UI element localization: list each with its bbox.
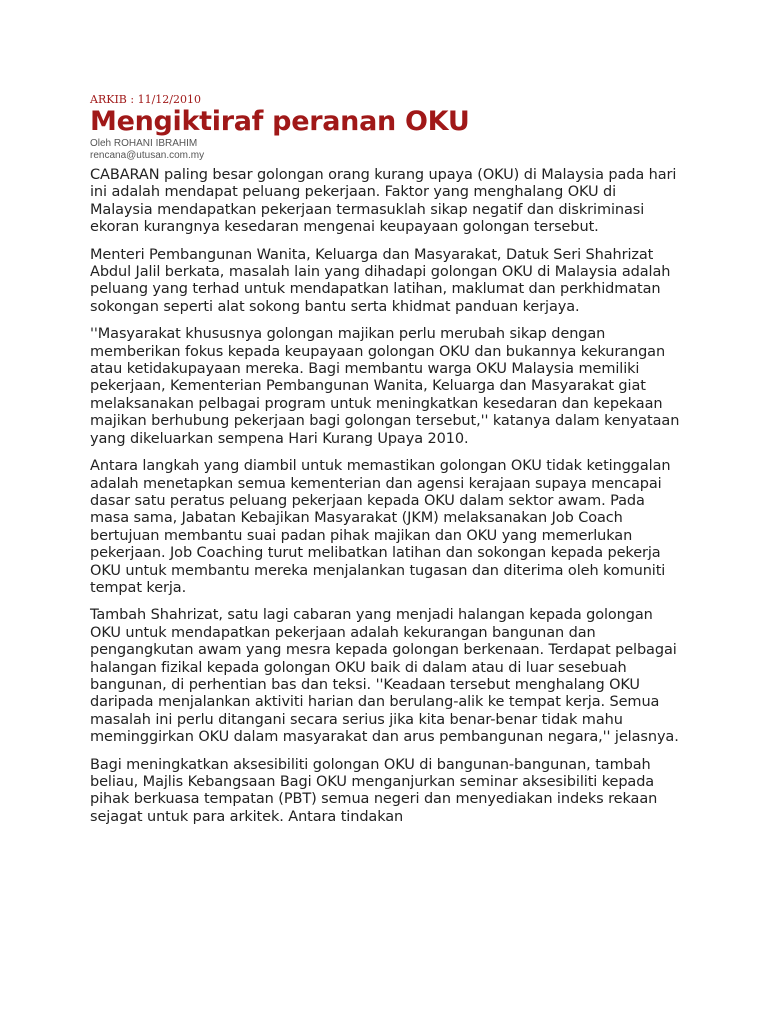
paragraph: ''Masyarakat khususnya golongan majikan perlu merubah sikap dengan memberikan fokus kepada keupayaan golongan OKU dan bukannya kekurangan atau ketidakupayaan mereka. Bagi membantu warga OKU Malaysia memiliki pekerjaan, Kementerian Pembangunan Wanita, Keluarga dan Masyarakat giat melaksanakan pelbagai program untuk meningkatkan kesedaran dan kepekaan majikan berhubung pekerjaan bagi golongan tersebut,'' katanya dalam kenyataan yang dikeluarkan sempena Hari Kurang Upaya 2010. [90,326,680,447]
paragraph: Tambah Shahrizat, satu lagi cabaran yang menjadi halangan kepada golongan OKU untuk mendapatkan pekerjaan adalah kekurangan bangunan dan pengangkutan awam yang mesra kepada golongan berkenaan. Terdapat pelbagai halangan fizikal kepada golongan OKU baik di dalam atau di luar sesebuah bangunan, di perhentian bas dan teksi. ''Keadaan tersebut menghalang OKU daripada menjalankan aktiviti harian dan berulang-alik ke tempat kerja. Semua masalah ini perlu ditangani secara serius jika kita benar-benar tidak mahu meminggirkan OKU dalam masyarakat dan arus pembangunan negara,'' jelasnya. [90,607,679,746]
author-email: rencana@utusan.com.my [90,150,205,161]
article-body [90,167,680,826]
paragraph: Bagi meningkatkan aksesibiliti golongan OKU di bangunan-bangunan, tambah beliau, Majlis Kebangsaan Bagi OKU menganjurkan seminar aksesibiliti kepada pihak berkuasa tempatan (PBT) semua negeri dan menyediakan indeks rekaan sejagat untuk para arkitek. Antara tindakan [90,756,658,825]
article-title: Mengiktiraf peranan OKU [90,106,470,137]
paragraph: CABARAN paling besar golongan orang kurang upaya (OKU) di Malaysia pada hari ini adalah mendapat peluang pekerjaan. Faktor yang menghalang OKU di Malaysia mendapatkan pekerjaan termasuklah sikap negatif dan diskriminasi ekoran kurangnya kesedaran mengenai keupayaan golongan tersebut. [90,167,677,236]
archive-date: ARKIB : 11/12/2010 [90,93,201,106]
author-byline: Oleh ROHANI IBRAHIM [90,138,198,149]
paragraph: Antara langkah yang diambil untuk memastikan golongan OKU tidak ketinggalan adalah menetapkan semua kementerian dan agensi kerajaan supaya mencapai dasar satu peratus peluang pekerjaan kepada OKU dalam sektor awam. Pada masa sama, Jabatan Kebajikan Masyarakat (JKM) melaksanakan Job Coach bertujuan membantu suai padan pihak majikan dan OKU yang memerlukan pekerjaan. Job Coaching turut melibatkan latihan dan sokongan kepada pekerja OKU untuk membantu mereka menjalankan tugasan dan diterima oleh komuniti tempat kerja. [90,458,671,596]
paragraph: Menteri Pembangunan Wanita, Keluarga dan Masyarakat, Datuk Seri Shahrizat Abdul Jalil berkata, masalah lain yang dihadapi golongan OKU di Malaysia adalah peluang yang terhad untuk mendapatkan latihan, maklumat dan perkhidmatan sokongan seperti alat sokong bantu serta khidmat panduan kerjaya. [90,246,671,315]
article [90,93,680,836]
